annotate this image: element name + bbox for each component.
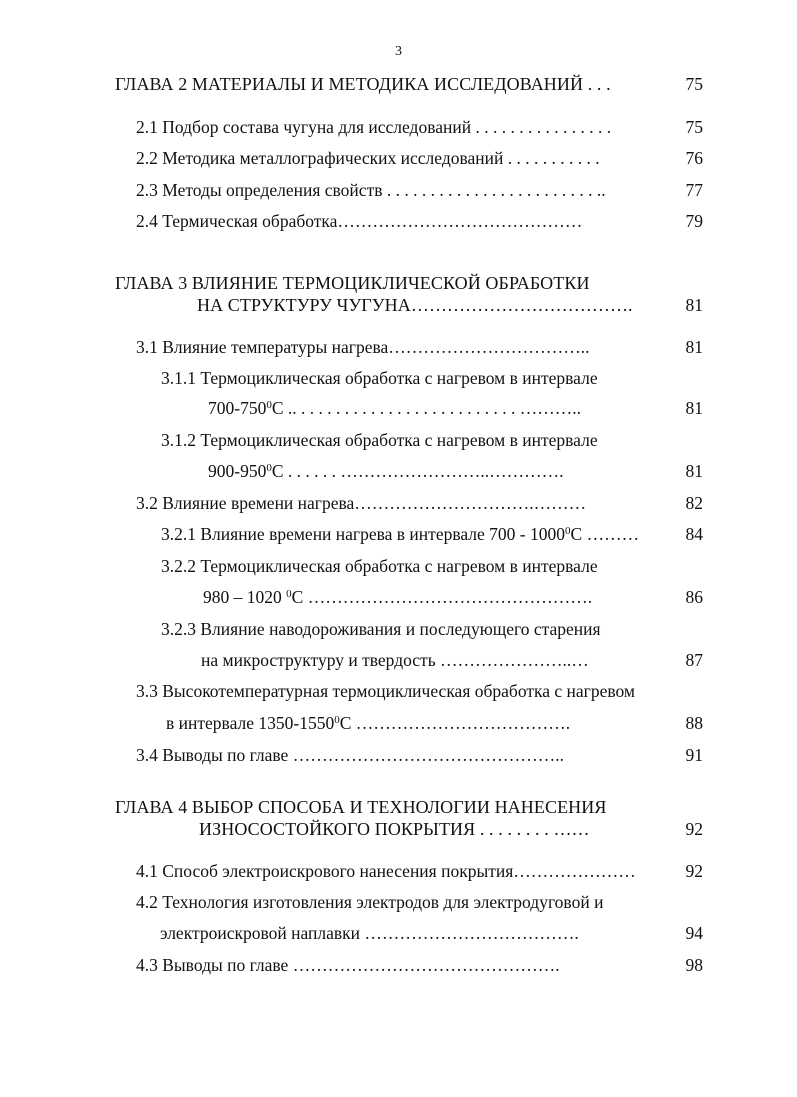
toc-chapter-4-title-line1: ГЛАВА 4 ВЫБОР СПОСОБА И ТЕХНОЛОГИИ НАНЕСЕНИЯ: [115, 797, 607, 817]
toc-section-3-2-3-title-line2: на микроструктуру и твердость …………………..…: [201, 650, 589, 670]
toc-section-3-4-page: 91: [685, 745, 703, 765]
degree-mark: 0: [565, 525, 571, 537]
toc-section-3-1-2-page: 81: [685, 461, 703, 481]
toc-section-3-3-temp: в интервале 1350-1550: [166, 713, 335, 733]
toc-section-3-1-2-title-line1: 3.1.2 Термоциклическая обработка с нагревом в интервале: [161, 430, 598, 450]
toc-section-2-4-page: 79: [685, 211, 703, 231]
toc-section-3-2-3-title-line1: 3.2.3 Влияние наводороживания и последующего старения: [161, 619, 601, 639]
toc-chapter-3-title-line2: НА СТРУКТУРУ ЧУГУНА……………………………….: [197, 295, 633, 315]
toc-chapter-4-title-line2: ИЗНОСОСТОЙКОГО ПОКРЫТИЯ . . . . . . . . ……: [199, 819, 590, 839]
degree-mark: 0: [266, 399, 272, 411]
toc-section-3-2-2-title-line2: [203, 586, 592, 608]
toc-section-3-3-leader: ……………………………….: [351, 713, 571, 733]
toc-section-3-2-1-title: [161, 523, 639, 545]
toc-section-3-3-title-line2: [166, 712, 570, 734]
toc-section-3-2-2-unit: С: [291, 587, 304, 607]
toc-section-3-1-2-temp: 900-950: [208, 461, 267, 481]
toc-section-3-3-title-line1: 3.3 Высокотемпературная термоциклическая обработка с нагревом: [136, 681, 635, 701]
toc-section-4-2-title-line1: 4.2 Технология изготовления электродов для электродуговой и: [136, 892, 604, 912]
toc-section-3-1-2-unit: С: [271, 461, 284, 481]
toc-section-4-1-title: 4.1 Способ электроискрового нанесения покрытия…………………: [136, 861, 636, 881]
toc-chapter-3-title-line1: ГЛАВА 3 ВЛИЯНИЕ ТЕРМОЦИКЛИЧЕСКОЙ ОБРАБОТКИ: [115, 273, 590, 293]
toc-section-4-1-page: 92: [685, 861, 703, 881]
toc-chapter-2-page: 75: [685, 74, 703, 94]
toc-section-3-3-unit: С: [339, 713, 352, 733]
toc-section-3-1-1-temp: 700-750: [208, 398, 267, 418]
toc-section-3-2-2-temp: 980 – 1020: [203, 587, 287, 607]
toc-chapter-2-title: ГЛАВА 2 МАТЕРИАЛЫ И МЕТОДИКА ИССЛЕДОВАНИЙ . . .: [115, 74, 611, 94]
degree-mark: 0: [286, 588, 292, 600]
toc-section-3-2-title: 3.2 Влияние времени нагрева………………………….………: [136, 493, 587, 513]
toc-section-3-2-2-page: 86: [685, 587, 703, 607]
degree-mark: 0: [334, 714, 340, 726]
toc-section-4-2-page: 94: [685, 923, 703, 943]
toc-section-3-1-1-page: 81: [685, 398, 703, 418]
toc-section-3-2-1-page: 84: [685, 524, 703, 544]
toc-section-2-4-title: 2.4 Термическая обработка……………………………………: [136, 211, 583, 231]
toc-section-3-1-2-leader: . . . . . . ……………………..………….: [283, 461, 564, 481]
toc-section-3-2-2-title-line1: 3.2.2 Термоциклическая обработка с нагревом в интервале: [161, 556, 598, 576]
toc-section-4-2-title-line2: электроискровой наплавки ……………………………….: [160, 923, 579, 943]
toc-section-3-1-1-title-line2: [208, 397, 581, 419]
toc-section-3-1-1-unit: С: [271, 398, 284, 418]
toc-section-3-2-3-page: 87: [685, 650, 703, 670]
toc-section-3-1-1-title-line1: 3.1.1 Термоциклическая обработка с нагревом в интервале: [161, 368, 598, 388]
toc-section-2-2-title: 2.2 Методика металлографических исследований . . . . . . . . . . .: [136, 148, 600, 168]
toc-section-2-1-title: 2.1 Подбор состава чугуна для исследований . . . . . . . . . . . . . . . .: [136, 117, 612, 137]
toc-section-3-2-page: 82: [685, 493, 703, 513]
toc-section-3-1-title: 3.1 Влияние температуры нагрева……………………………..: [136, 337, 590, 357]
toc-section-2-2-page: 76: [685, 148, 703, 168]
degree-mark: 0: [266, 462, 272, 474]
toc-section-3-2-2-leader: ………………………………………….: [303, 587, 593, 607]
toc-section-3-3-page: 88: [685, 713, 703, 733]
toc-chapter-3-page: 81: [685, 295, 703, 315]
toc-section-3-1-page: 81: [685, 337, 703, 357]
toc-section-2-3-title: 2.3 Методы определения свойств . . . . . . . . . . . . . . . . . . . . . . . . ..: [136, 180, 606, 200]
toc-section-3-1-1-leader: .. . . . . . . . . . . . . . . . . . . . . . . . . . ………..: [283, 398, 582, 418]
toc-chapter-4-page: 92: [685, 819, 703, 839]
toc-section-3-1-2-title-line2: [208, 460, 564, 482]
toc-section-3-2-1-leader: ………: [582, 524, 640, 544]
toc-section-3-2-1-unit: С: [570, 524, 583, 544]
toc-section-3-2-1-text: 3.2.1 Влияние времени нагрева в интервале 700 - 1000: [161, 524, 565, 544]
toc-section-3-4-title: 3.4 Выводы по главе ………………………………………..: [136, 745, 564, 765]
toc-section-4-3-title: 4.3 Выводы по главе ……………………………………….: [136, 955, 560, 975]
page-number: 3: [395, 44, 402, 59]
toc-section-4-3-page: 98: [685, 955, 703, 975]
toc-section-2-1-page: 75: [685, 117, 703, 137]
toc-section-2-3-page: 77: [685, 180, 703, 200]
